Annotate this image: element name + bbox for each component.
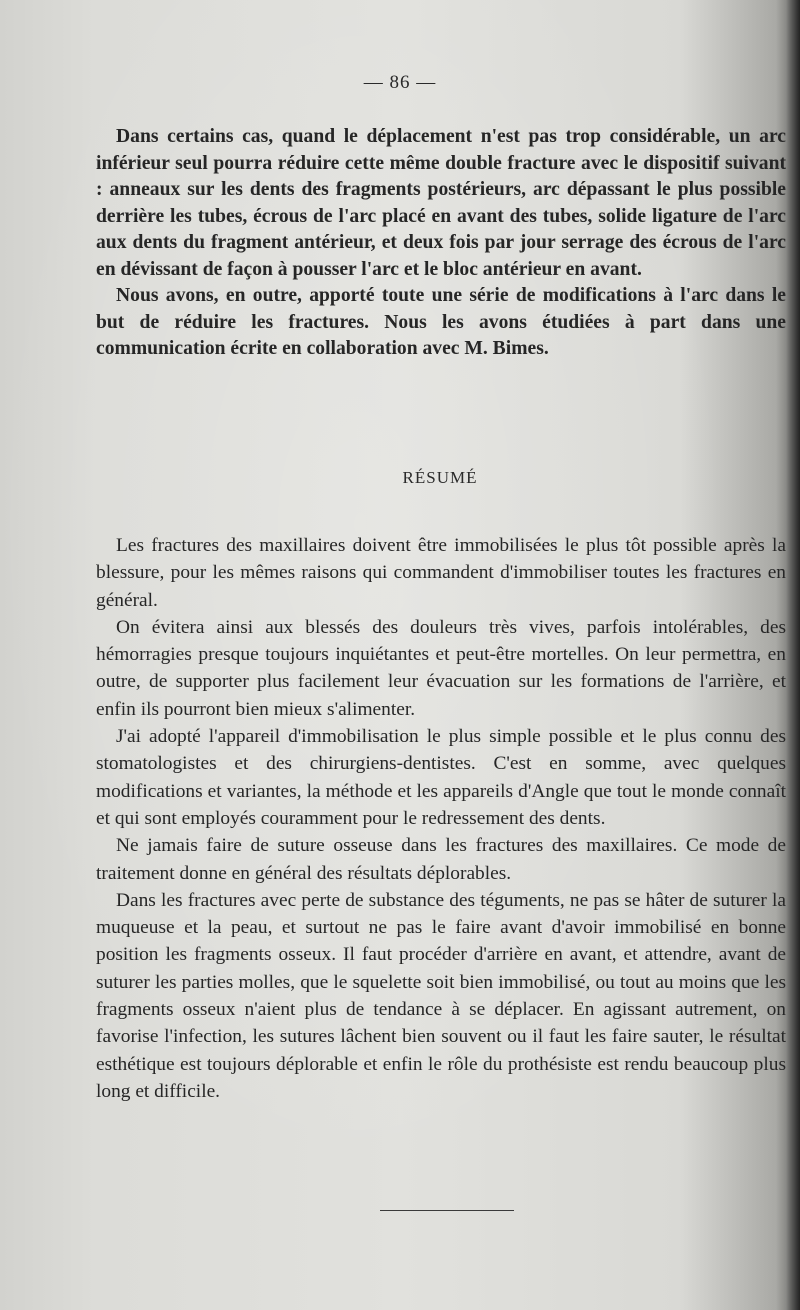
- section-heading: RÉSUMÉ: [402, 468, 478, 487]
- page-edge-shadow: [786, 0, 800, 1310]
- body-text-top: [96, 124, 786, 363]
- paragraph: Nous avons, en outre, apporté toute une série de modifications à l'arc dans le but de réduire les fractures. Nous les avons étudiées à part dans une communication écrite en collaboration avec M. Bimes.: [96, 285, 786, 359]
- paragraph: Dans les fractures avec perte de substance des téguments, ne pas se hâter de suturer la muqueuse et la peau, et surtout ne pas le faire avant d'avoir immobilisé en bonne position les fragments osseux. Il faut procéder d'arrière en avant, et attendre, avant de suturer les parties molles, que le squelette soit bien immobilisé, ou tout au moins que les fragments osseux n'aient plus de tendance à se déplacer. En agissant autrement, on favorise l'infection, les sutures lâchent bien souvent ou il faut les faire sauter, le résultat esthétique est toujours déplorable et enfin le rôle du prothésiste est rendu beaucoup plus long et difficile.: [96, 889, 786, 1102]
- summary-text: [96, 532, 786, 1105]
- paragraph: On évitera ainsi aux blessés des douleurs très vives, parfois intolérables, des hémorragies presque toujours inquiétantes et peut-être mortelles. On leur permettra, en outre, de supporter plus facilement leur évacuation sur les formations de l'arrière, et enfin ils pourront bien mieux s'alimenter.: [96, 616, 786, 720]
- end-rule: [380, 1210, 514, 1211]
- page-number: — 86 —: [363, 72, 437, 93]
- paragraph: Ne jamais faire de suture osseuse dans les fractures des maxillaires. Ce mode de traitement donne en général des résultats déplorables.: [96, 835, 786, 884]
- paragraph: Les fractures des maxillaires doivent être immobilisées le plus tôt possible après la blessure, pour les mêmes raisons qui commandent d'immobiliser toutes les fractures en général.: [96, 535, 786, 611]
- paragraph: J'ai adopté l'appareil d'immobilisation le plus simple possible et le plus connu des stomatologistes et des chirurgiens-dentistes. C'est en somme, avec quelques modifications et variantes, la méthode et les appareils d'Angle que tout le monde connaît et qui sont employés couramment pour le redressement des dents.: [96, 726, 786, 829]
- paragraph: Dans certains cas, quand le déplacement n'est pas trop considérable, un arc inférieur seul pourra réduire cette même double fracture avec le dispositif suivant : anneaux sur les dents des fragments postérieurs, arc dépassant le plus possible derrière les tubes, écrous de l'arc placé en avant des tubes, solide ligature de l'arc aux dents du fragment antérieur, et deux fois par jour serrage des écrous de l'arc en dévissant de façon à pousser l'arc et le bloc antérieur en avant.: [96, 126, 786, 280]
